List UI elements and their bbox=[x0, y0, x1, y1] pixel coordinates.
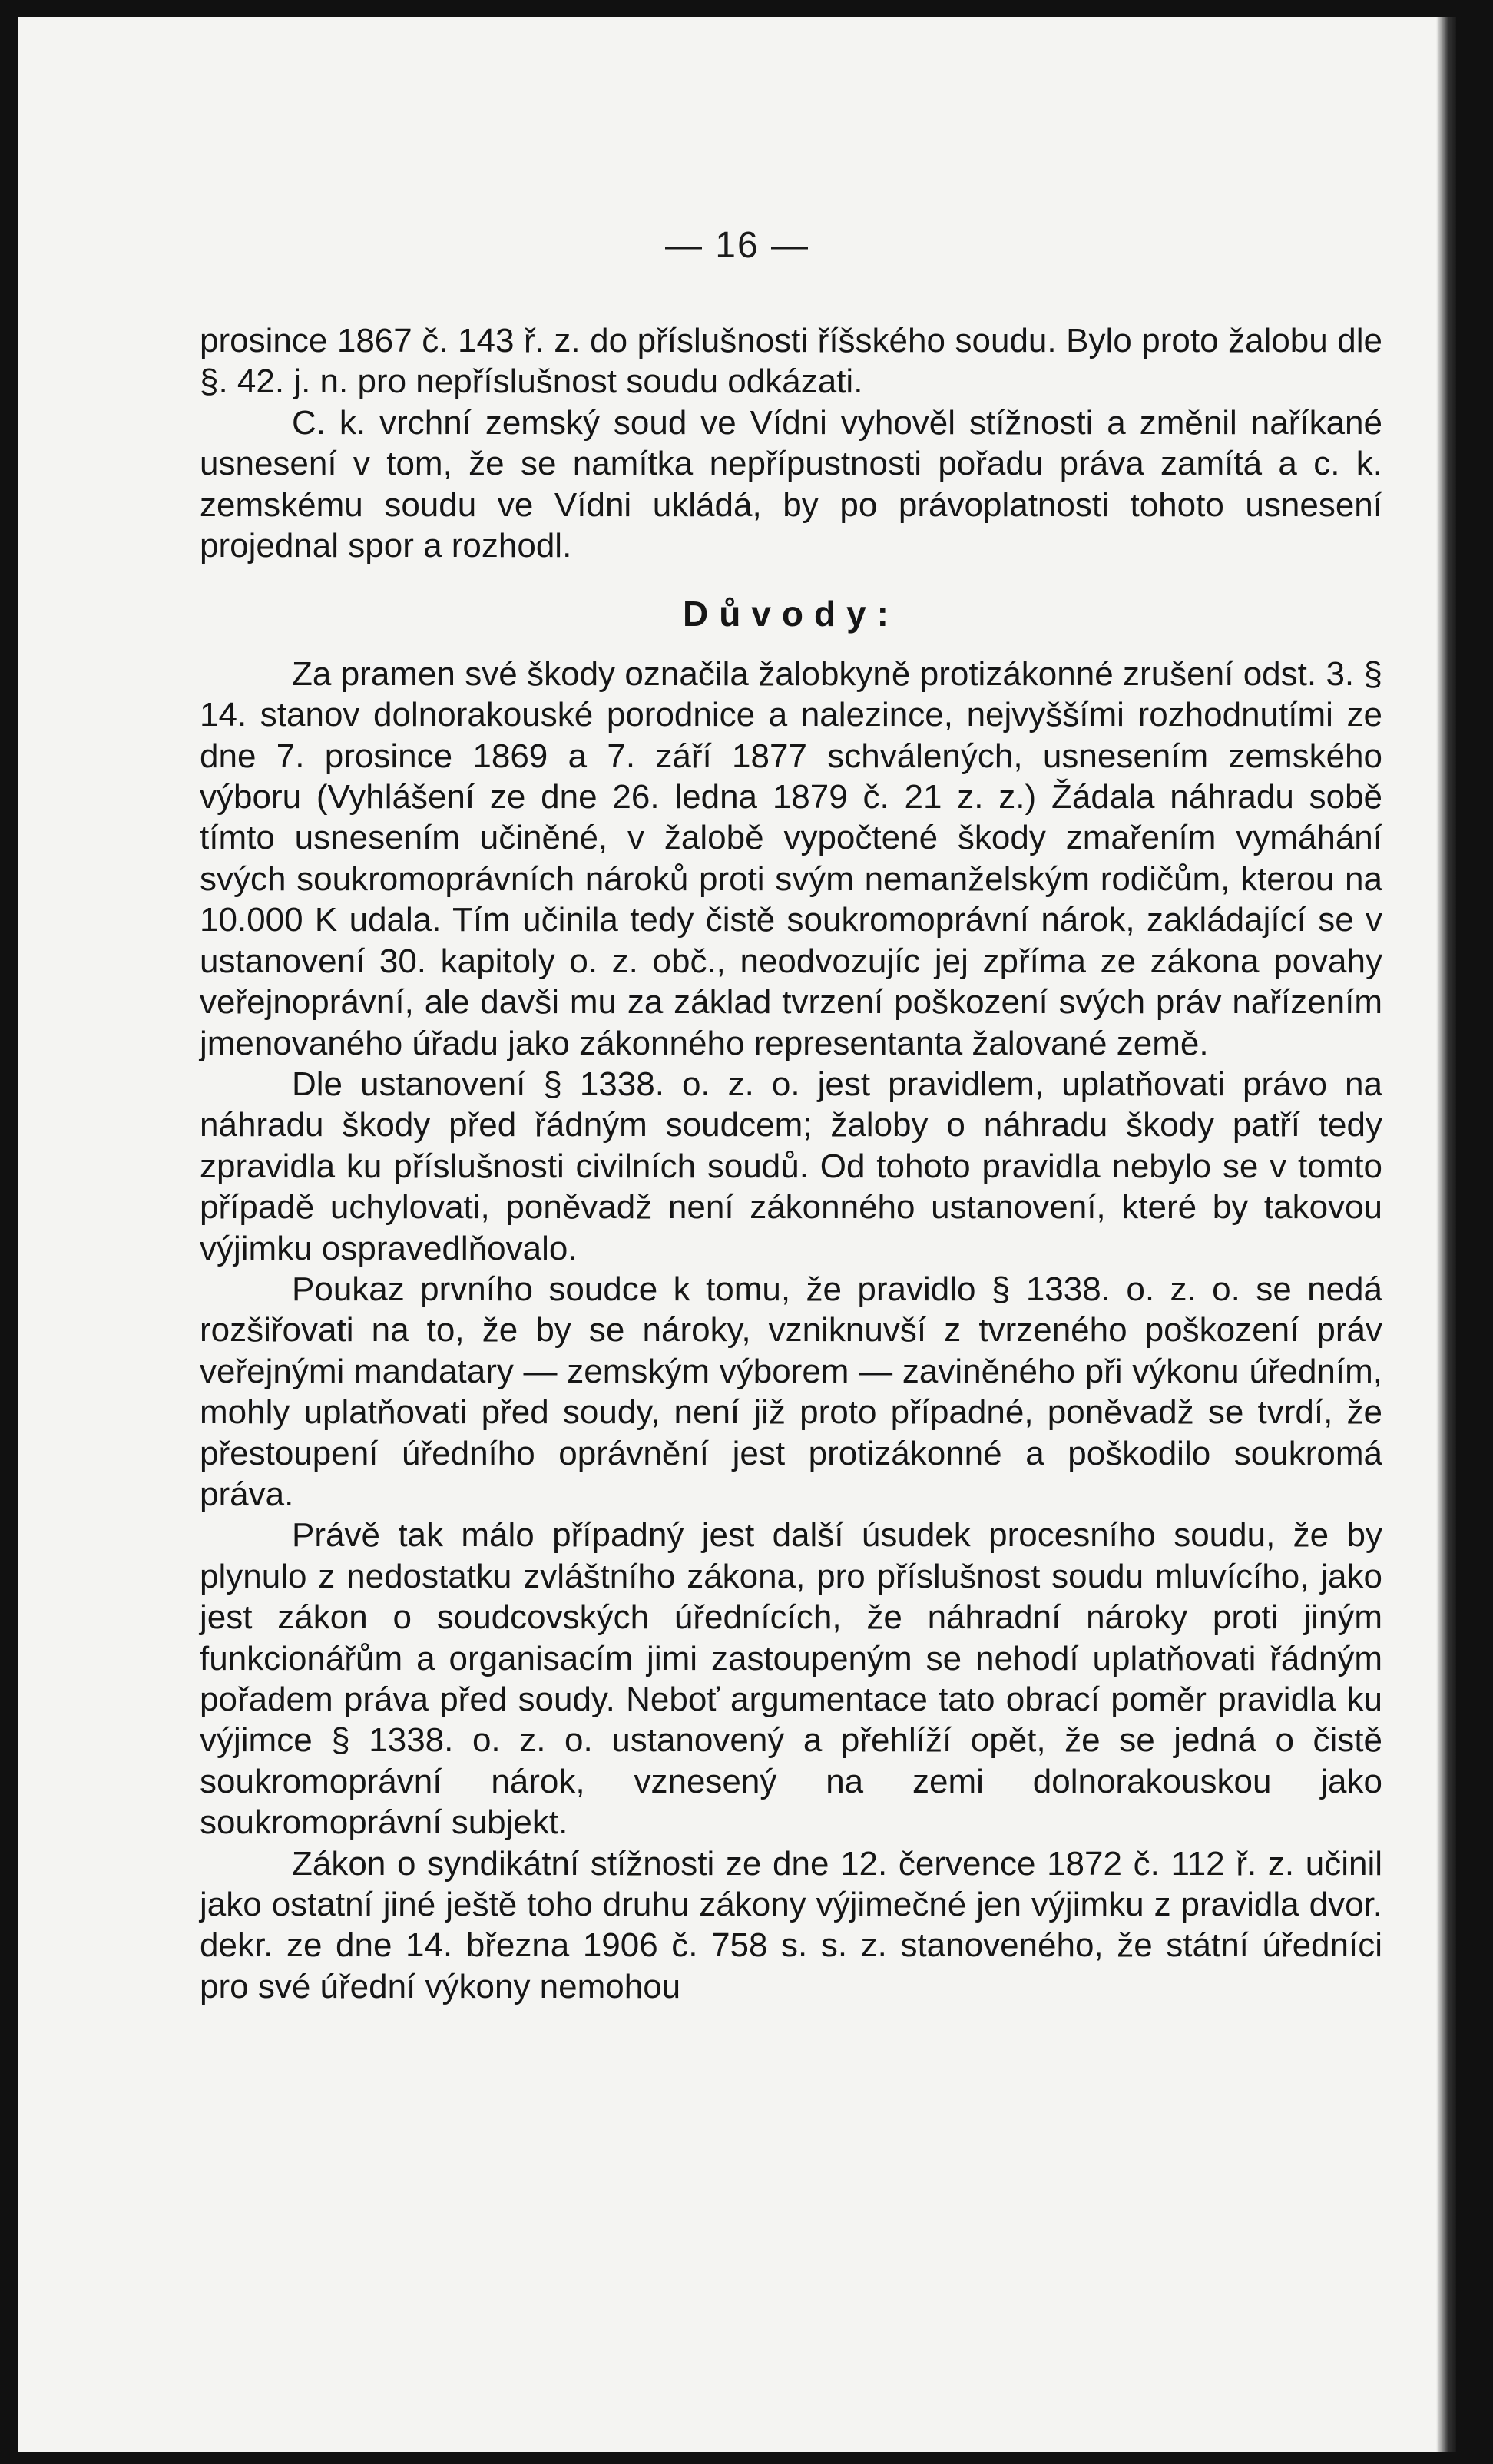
paragraph: Právě tak málo případný jest další úsudek procesního soudu, že by plynulo z nedostatku zvláštního zákona, pro příslušnost soudu mluvícího, jako jest zákon o soudcovských úřednících, že náhradní nároky proti jiným funkcionářům a organisacím jimi zastoupeným se nehodí uplatňovati řádným pořadem práva před soudy. Neboť argumentace tato obrací poměr pravidla ku výjimce § 1338. o. z. o. ustanovený a přehlíží opět, že se jedná o čistě soukromoprávní nárok, vznesený na zemi dolnorakouskou jako soukromoprávní subjekt. bbox=[200, 1516, 1382, 1842]
paragraph: Poukaz prvního soudce k tomu, že pravidlo § 1338. o. z. o. se nedá rozšiřovati na to, že by se nároky, vzniknuvší z tvrzeného poškození práv veřejnými mandatary — zemským výborem — zaviněného při výkonu úředním, mohly uplatňovati před soudy, není již proto případné, poněvadž se tvrdí, že přestoupení úředního oprávnění jest protizákonné a poškodilo soukromá práva. bbox=[200, 1270, 1382, 1513]
page-edge-shadow bbox=[1436, 17, 1456, 2452]
paragraph: Za pramen své škody označila žalobkyně protizákonné zrušení odst. 3. § 14. stanov dolnorakouské porodnice a nalezince, nejvyššími rozhodnutími ze dne 7. prosince 1869 a 7. září 1877 schválených, usnesením zemského výboru (Vyhlášení ze dne 26. ledna 1879 č. 21 z. z.) Žádala náhradu sobě tímto usnesením učiněné, v žalobě vypočtené škody zmařením vymáhání svých soukromoprávních nároků proti svým nemanželským rodičům, kterou na 10.000 K udala. Tím učinila tedy čistě soukromoprávní nárok, zakládající se v ustanovení 30. kapitoly o. z. obč., neodvozujíc jej zpříma ze zákona povahy veřejnoprávní, ale davši mu za základ tvrzení poškození svých práv nařízením jmenovaného úřadu jako zákonného representanta žalované země. bbox=[200, 654, 1382, 1062]
paragraph: Zákon o syndikátní stížnosti ze dne 12. července 1872 č. 112 ř. z. učinil jako ostatní jiné ještě toho druhu zákony výjimečné jen výjimku z pravidla dvor. dekr. ze dne 14. března 1906 č. 758 s. s. z. stanoveného, že státní úředníci pro své úřední výkony nemohou bbox=[200, 1844, 1382, 2005]
paragraph-continuation: prosince 1867 č. 143 ř. z. do příslušnosti říšského soudu. Bylo proto žalobu dle §. 42. j. n. pro nepříslušnost soudu odkázati. bbox=[200, 322, 1382, 401]
page-body bbox=[200, 320, 1382, 2007]
page-number: — 16 — bbox=[664, 225, 810, 266]
section-heading: Důvody: bbox=[683, 594, 899, 634]
book-page bbox=[18, 17, 1456, 2452]
paragraph: C. k. vrchní zemský soud ve Vídni vyhověl stížnosti a změnil naříkané usnesení v tom, že se namítka nepřípustnosti pořadu práva zamítá a c. k. zemskému soudu ve Vídni ukládá, by po právoplatnosti tohoto usnesení projednal spor a rozhodl. bbox=[200, 403, 1382, 565]
paragraph: Dle ustanovení § 1338. o. z. o. jest pravidlem, uplatňovati právo na náhradu škody před řádným soudcem; žaloby o náhradu škody patří tedy zpravidla ku příslušnosti civilních soudů. Od tohoto pravidla nebylo se v tomto případě uchylovati, poněvadž není zákonného ustanovení, které by takovou výjimku ospravedlňovalo. bbox=[200, 1065, 1382, 1267]
